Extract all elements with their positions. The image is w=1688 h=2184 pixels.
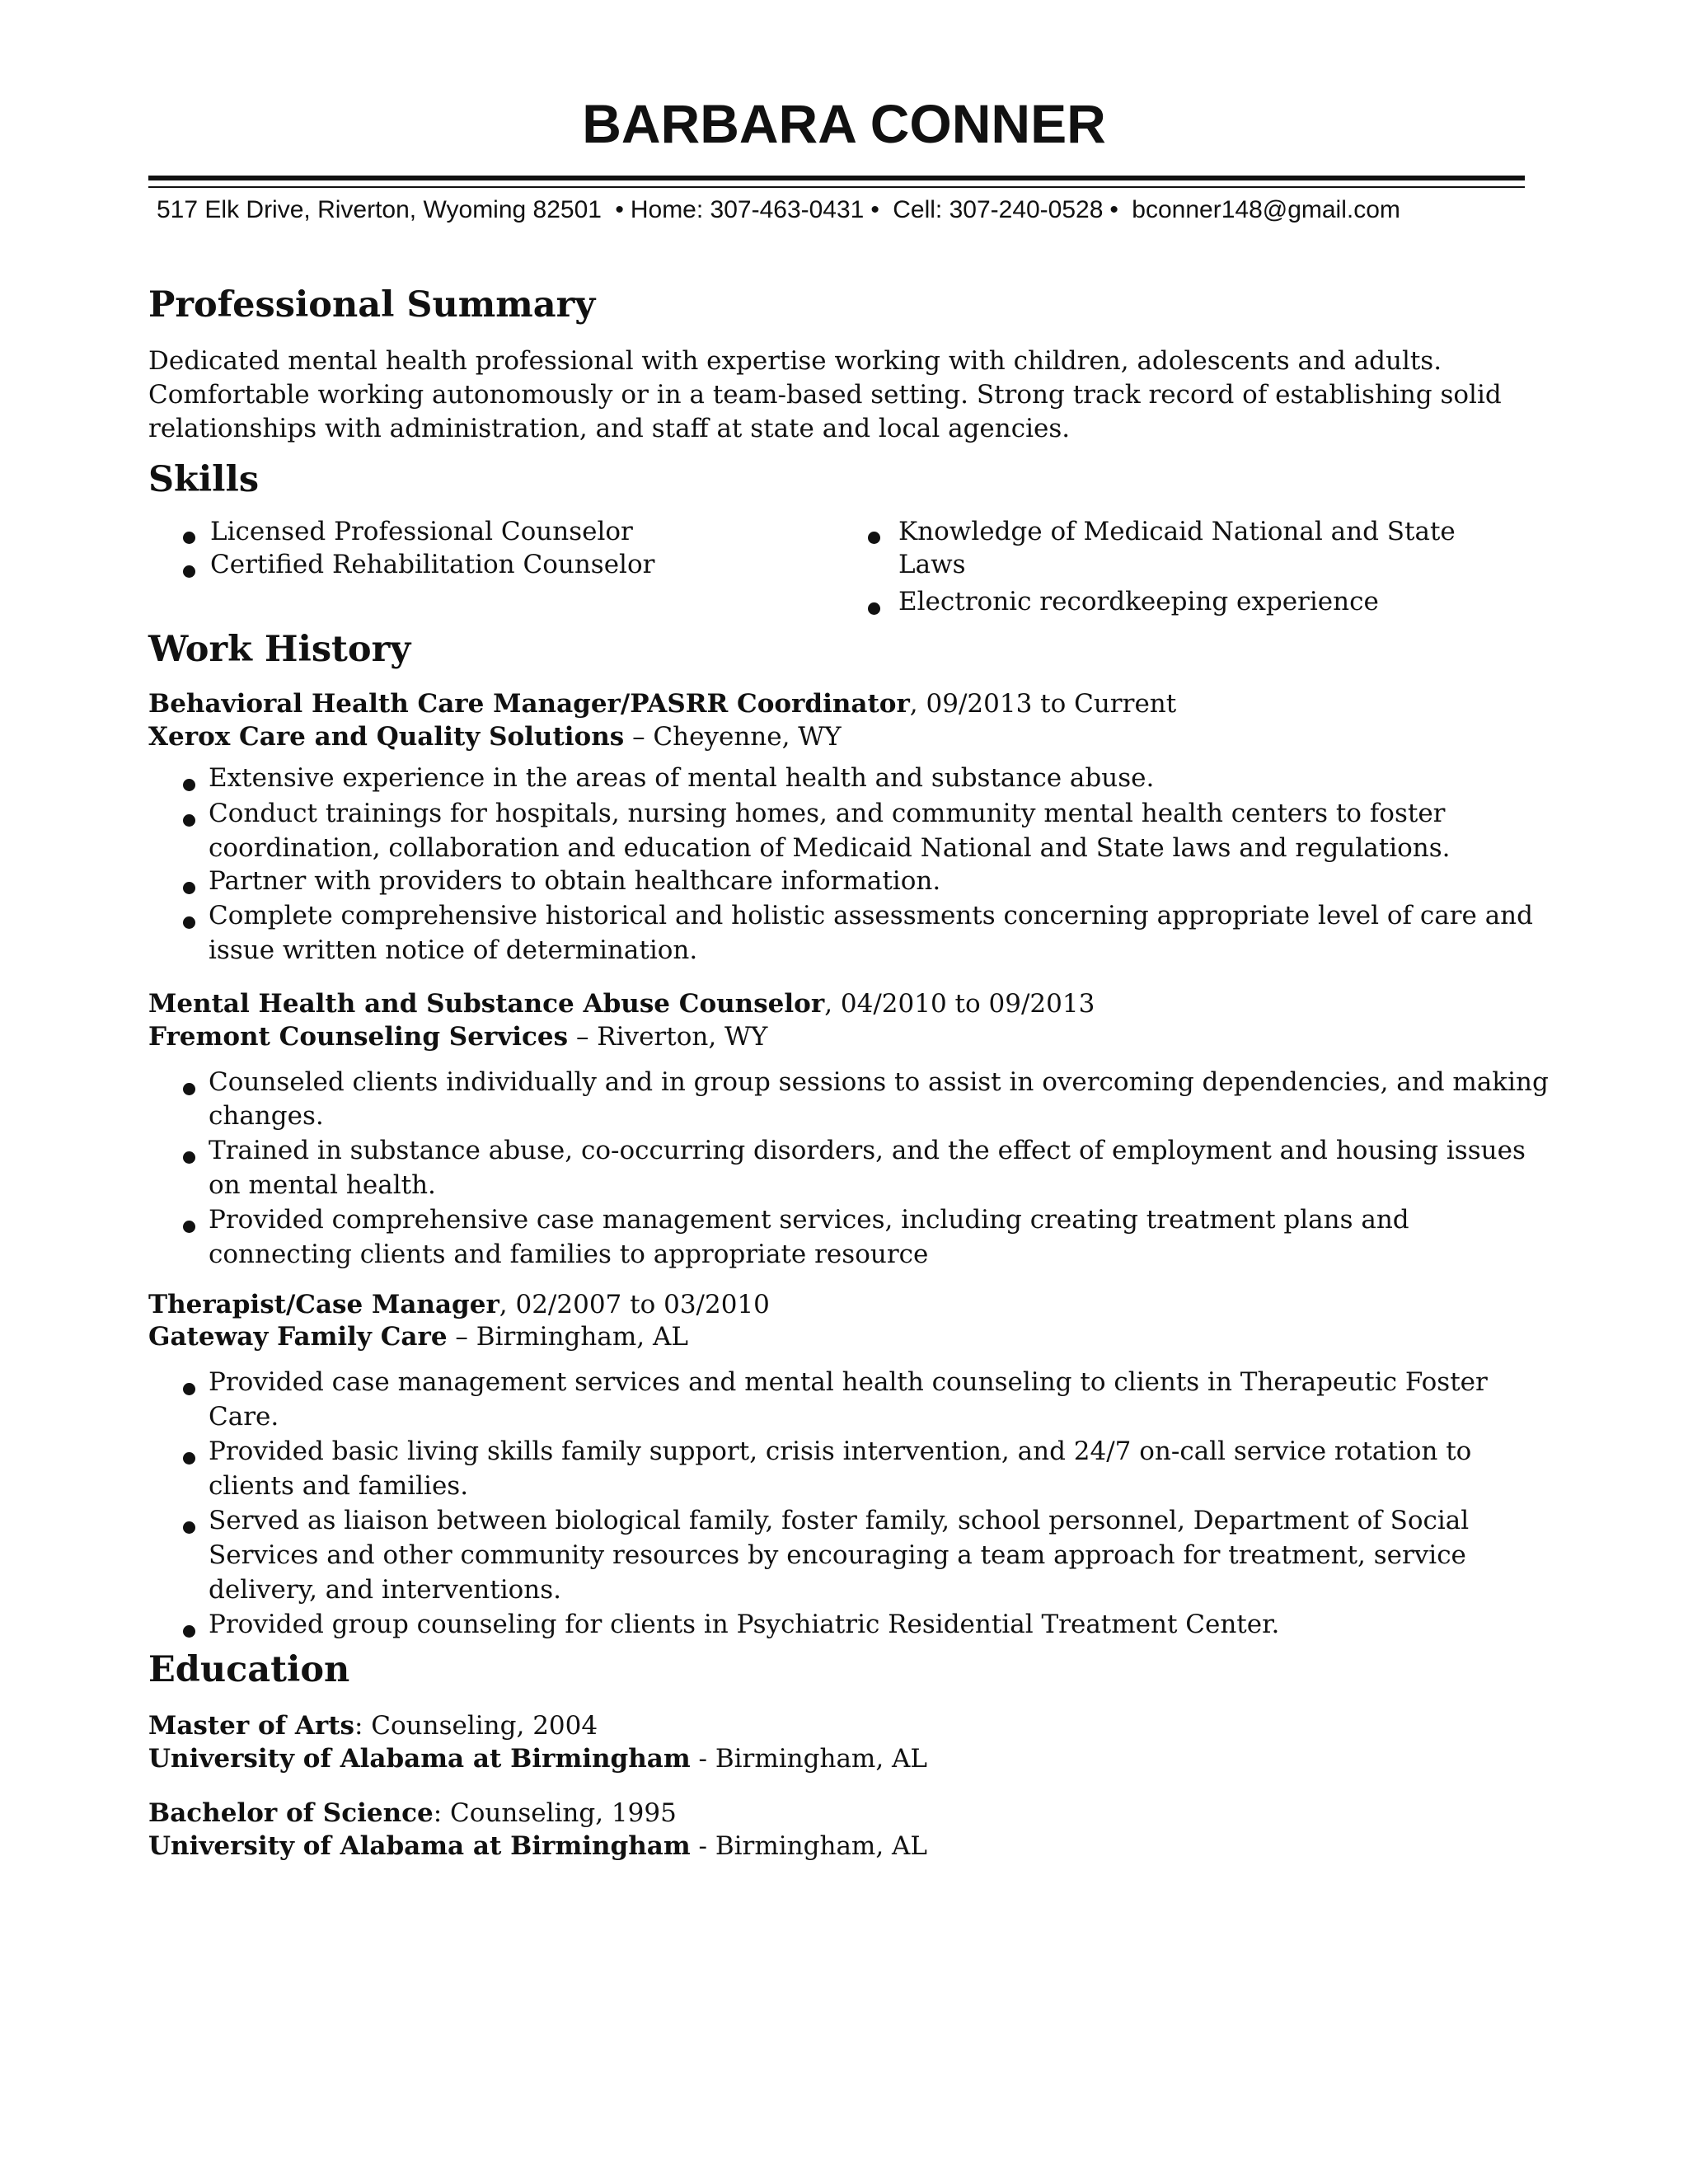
school-location: - Birmingham, AL: [690, 1744, 928, 1774]
company-name: Gateway Family Care: [148, 1322, 448, 1352]
bullet-icon: [183, 1383, 195, 1395]
skill-item: Licensed Professional Counselor: [210, 517, 633, 546]
skill-item: Electronic recordkeeping experience: [898, 587, 1379, 616]
company-location: – Riverton, WY: [568, 1022, 768, 1052]
school-location: - Birmingham, AL: [690, 1831, 928, 1861]
company-location: – Birmingham, AL: [447, 1322, 688, 1352]
job-bullet: Served as liaison between biological family, foster family, school personnel, Department of Social: [209, 1506, 1470, 1535]
contact-address: 517 Elk Drive, Riverton, Wyoming 82501: [157, 196, 602, 223]
bullet-icon: [183, 1221, 195, 1233]
section-heading-skills: Skills: [148, 459, 260, 500]
bullet-icon: [183, 814, 195, 827]
bullet-icon: [183, 1521, 195, 1534]
bullet-icon: [868, 532, 880, 544]
job-company-line: [148, 722, 842, 752]
job-bullet: Provided case management services and mental health counseling to clients in Therapeutic Foster: [209, 1367, 1488, 1397]
bullet-icon: [183, 916, 195, 929]
school-line: [148, 1744, 927, 1774]
degree-name: Bachelor of Science: [148, 1798, 434, 1828]
bullet-icon: [183, 1151, 195, 1164]
job-title-line: [148, 689, 1176, 719]
job-bullet: Partner with providers to obtain healthcare information.: [209, 866, 941, 896]
contact-line: [157, 196, 1400, 224]
bullet-icon: [183, 1452, 195, 1465]
job-title: Therapist/Case Manager: [148, 1290, 499, 1319]
header-rule-thin: [148, 186, 1525, 188]
skill-item: Knowledge of Medicaid National and State: [898, 517, 1456, 546]
candidate-name: BARBARA CONNER: [582, 93, 1106, 154]
degree-name: Master of Arts: [148, 1711, 354, 1741]
job-company-line: [148, 1022, 767, 1052]
job-bullet: Provided group counseling for clients in Psychiatric Residential Treatment Center.: [209, 1610, 1280, 1639]
section-heading-education: Education: [148, 1649, 350, 1690]
bullet-icon: [868, 602, 880, 615]
job-bullet-continued: changes.: [209, 1101, 324, 1131]
bullet-icon: [183, 1625, 195, 1638]
contact-cell-phone: Cell: 307-240-0528: [893, 196, 1104, 223]
degree-field: : Counseling, 1995: [433, 1798, 677, 1828]
section-heading-summary: Professional Summary: [148, 284, 596, 326]
job-bullet-continued: connecting clients and families to appropriate resource: [209, 1240, 929, 1269]
job-dates: , 09/2013 to Current: [909, 689, 1177, 719]
bullet-icon: [183, 779, 195, 791]
bullet-separator: •: [870, 196, 879, 223]
degree-line: [148, 1711, 598, 1741]
contact-home-phone: Home: 307-463-0431: [630, 196, 865, 223]
summary-line: Comfortable working autonomously or in a team-based setting. Strong track record of establishing solid: [148, 380, 1502, 410]
bullet-separator: •: [1109, 196, 1118, 223]
degree-field: : Counseling, 2004: [354, 1711, 598, 1741]
school-name: University of Alabama at Birmingham: [148, 1831, 691, 1861]
job-bullet: Conduct trainings for hospitals, nursing homes, and community mental health centers to foster: [209, 799, 1446, 828]
bullet-icon: [183, 532, 195, 544]
job-bullet: Counseled clients individually and in group sessions to assist in overcoming dependencies, and making: [209, 1067, 1549, 1097]
skill-item-continued: Laws: [898, 550, 966, 579]
job-bullet-continued: Services and other community resources by encouraging a team approach for treatment, service: [209, 1540, 1466, 1570]
job-title-line: [148, 989, 1095, 1019]
job-bullet-continued: delivery, and interventions.: [209, 1575, 562, 1605]
school-name: University of Alabama at Birmingham: [148, 1744, 691, 1774]
bullet-icon: [183, 1083, 195, 1095]
job-bullet: Complete comprehensive historical and holistic assessments concerning appropriate level of care and: [209, 901, 1533, 930]
job-bullet-continued: coordination, collaboration and education of Medicaid National and State laws and regulations.: [209, 833, 1451, 863]
company-name: Xerox Care and Quality Solutions: [148, 722, 625, 752]
job-bullet: Extensive experience in the areas of mental health and substance abuse.: [209, 763, 1155, 793]
bullet-separator: •: [615, 196, 624, 223]
job-bullet-continued: on mental health.: [209, 1170, 436, 1200]
job-bullet: Provided comprehensive case management services, including creating treatment plans and: [209, 1205, 1409, 1235]
job-bullet-continued: issue written notice of determination.: [209, 935, 698, 965]
job-bullet-continued: Care.: [209, 1402, 279, 1432]
job-bullet: Trained in substance abuse, co-occurring disorders, and the effect of employment and housing issues: [209, 1136, 1526, 1165]
job-dates: , 04/2010 to 09/2013: [824, 989, 1095, 1019]
job-dates: , 02/2007 to 03/2010: [499, 1290, 770, 1319]
summary-line: relationships with administration, and staff at state and local agencies.: [148, 414, 1071, 443]
job-title-line: [148, 1290, 770, 1319]
section-heading-work-history: Work History: [148, 629, 411, 670]
bullet-icon: [183, 565, 195, 578]
skill-item: Certified Rehabilitation Counselor: [210, 550, 655, 579]
job-title: Behavioral Health Care Manager/PASRR Coordinator: [148, 689, 910, 719]
job-company-line: [148, 1322, 688, 1352]
job-bullet: Provided basic living skills family support, crisis intervention, and 24/7 on-call service rotation to: [209, 1436, 1472, 1466]
company-name: Fremont Counseling Services: [148, 1022, 569, 1052]
job-bullet-continued: clients and families.: [209, 1471, 469, 1501]
bullet-icon: [183, 882, 195, 894]
degree-line: [148, 1798, 677, 1828]
job-title: Mental Health and Substance Abuse Counselor: [148, 989, 825, 1019]
header-rule-thick: [148, 176, 1525, 180]
contact-email: bconner148@gmail.com: [1132, 196, 1400, 223]
school-line: [148, 1831, 927, 1861]
company-location: – Cheyenne, WY: [624, 722, 842, 752]
summary-line: Dedicated mental health professional with expertise working with children, adolescents and adults.: [148, 346, 1442, 376]
